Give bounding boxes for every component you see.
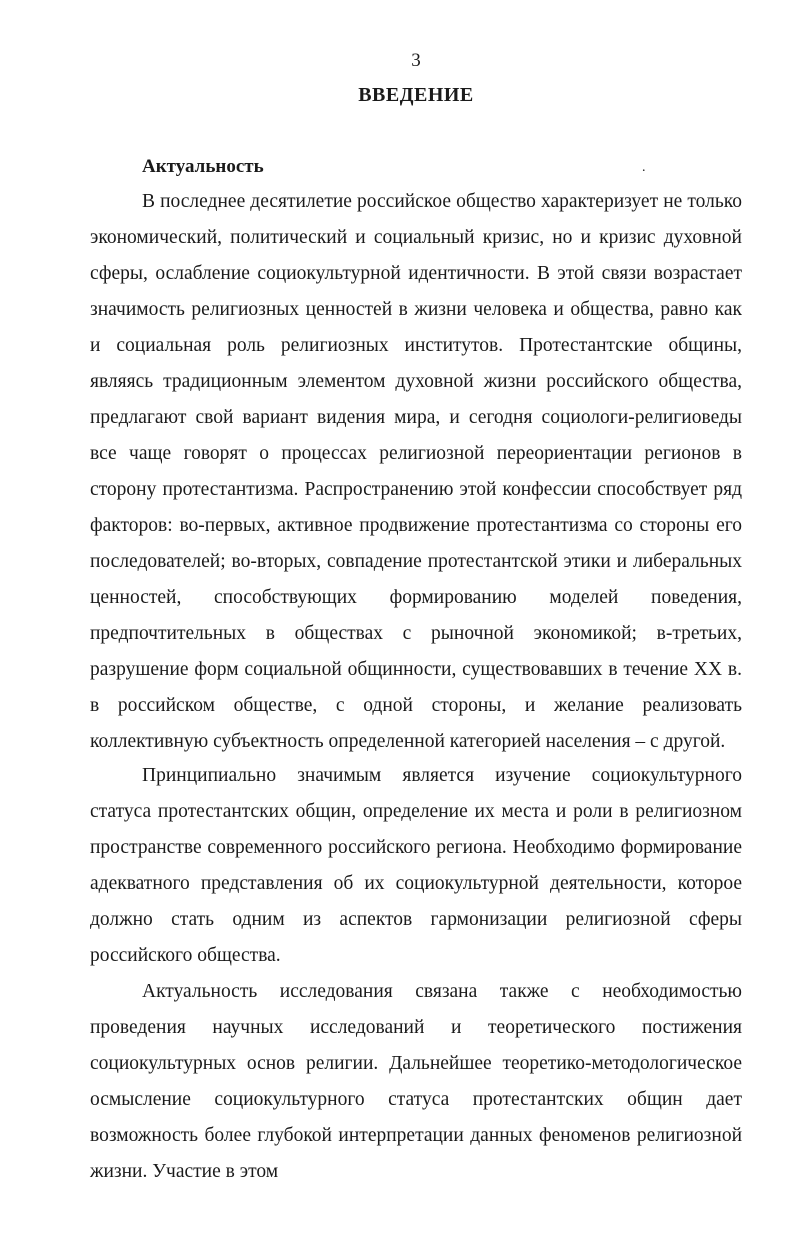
paragraph-2: Принципиально значимым является изучение социокультурного статуса протестантских общин, определение их места и роли в религиозном пространстве современного российского региона. Необходимо формирование адекватного представления об их социокультурной деятельности, которое должно стать одним из аспектов гармонизации религиозной сферы российского общества. (90, 765, 742, 966)
page-title: ВВЕДЕНИЕ (358, 84, 474, 106)
paragraph-3: Актуальность исследования связана также с необходимостью проведения научных исследований и теоретического постижения социокультурных основ религии. Дальнейшее теоретико-методологическое осмысление социокультурного статуса протестантских общин дает возможность более глубокой интерпретации данных феноменов религиозной жизни. Участие в этом (90, 981, 742, 1182)
section-heading: Актуальность (142, 156, 264, 177)
paragraph-1: В последнее десятилетие российское общество характеризует не только экономический, политический и социальный кризис, но и кризис духовной сферы, ослабление социокультурной идентичности. В этой связи возрастает значимость религиозных ценностей в жизни человека и общества, равно как и социальная роль религиозных институтов. Протестантские общины, являясь традиционным элементом духовной жизни российского общества, предлагают свой вариант видения мира, и сегодня социологи-религиоведы все чаще говорят о процессах религиозной переориентации регионов в сторону протестантизма. Распространению этой конфессии способствует ряд факторов: во-первых, активное продвижение протестантизма со стороны его последователей; во-вторых, совпадение протестантской этики и либеральных ценностей, способствующих формированию моделей поведения, предпочтительных в обществах с рыночной экономикой; в-третьих, разрушение форм социальной общинности, существовавших в течение XX в. в российском обществе, с одной стороны, и желание реализовать коллективную субъектность определенной категорией населения – с другой. (90, 191, 742, 752)
page-number: 3 (411, 50, 421, 71)
stray-dot-mark: . (642, 160, 646, 175)
